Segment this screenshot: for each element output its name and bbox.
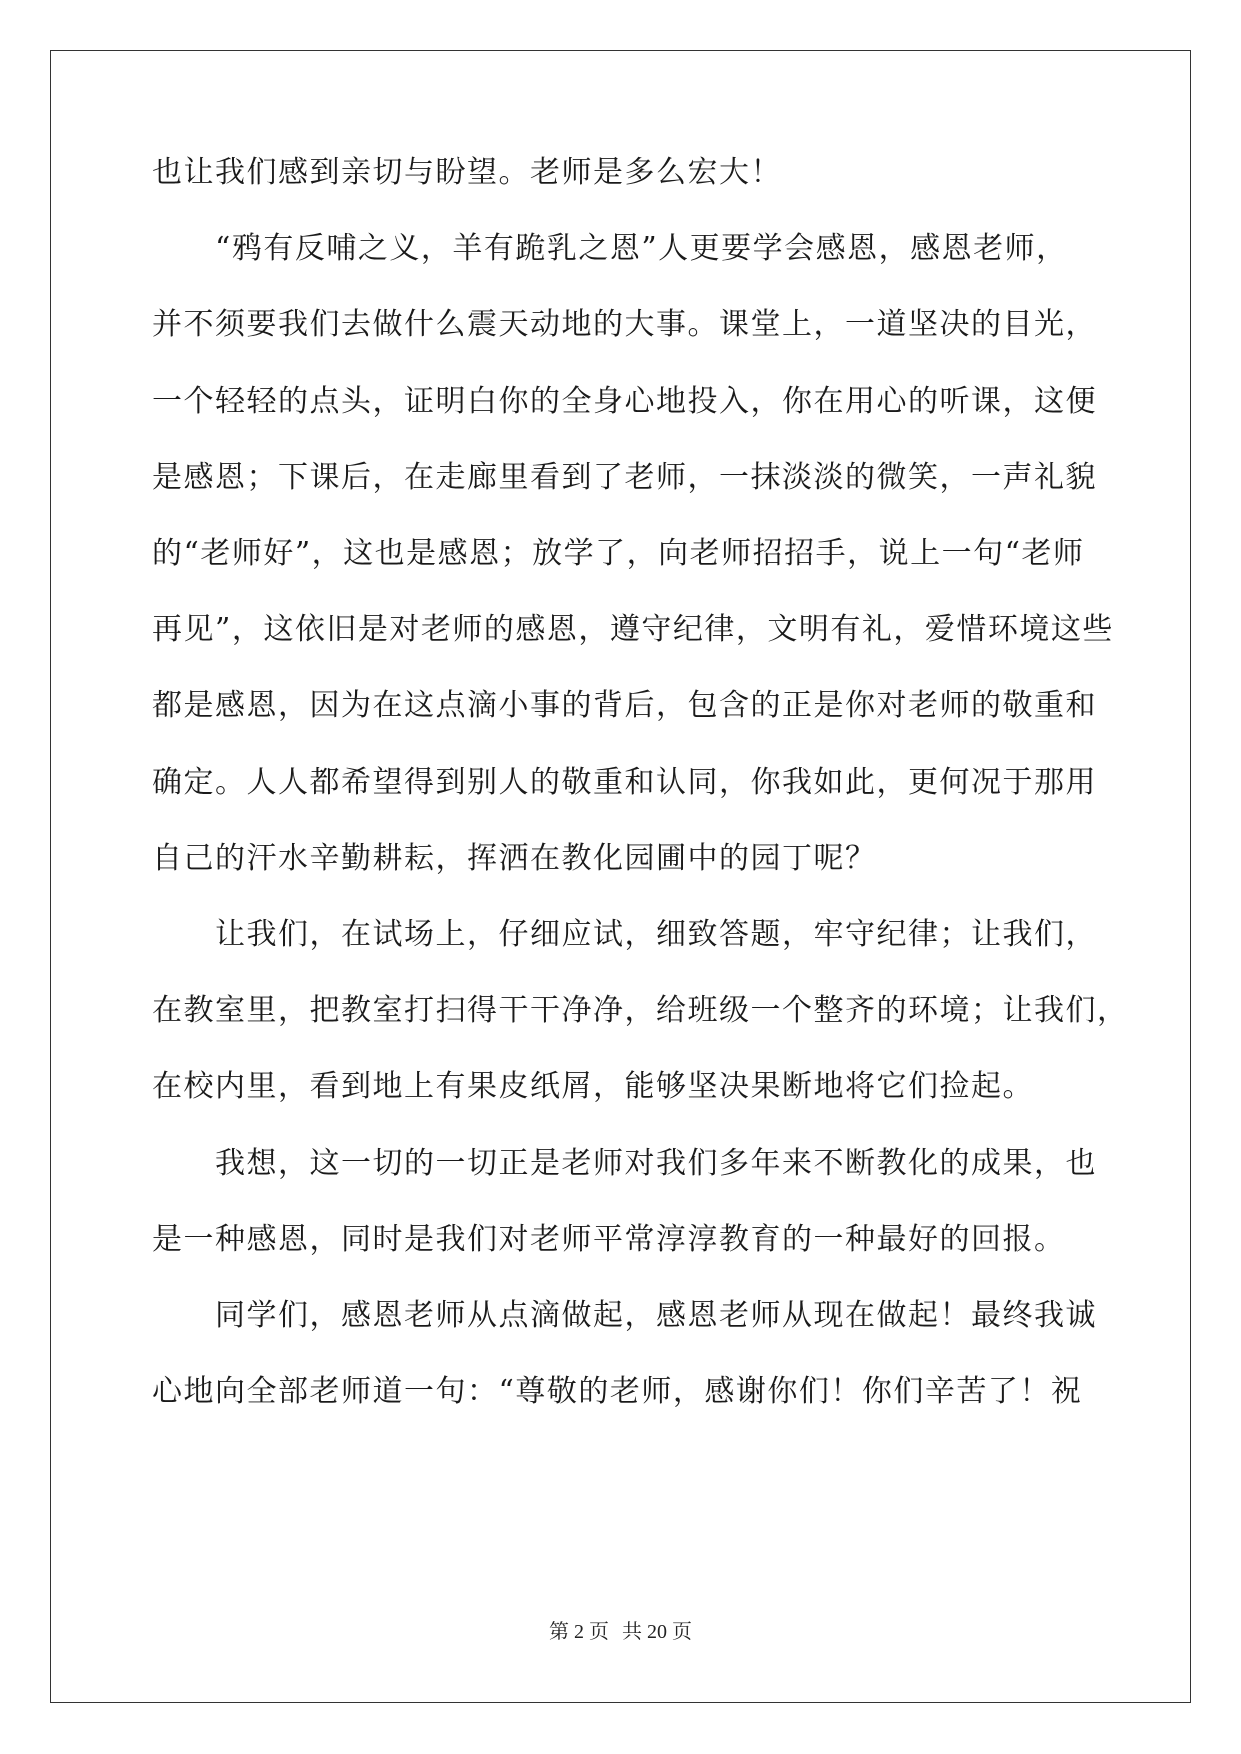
page-total: 共 20 页 bbox=[622, 1621, 692, 1643]
text-line: 都是感恩，因为在这点滴小事的背后，包含的正是你对老师的敬重和 bbox=[152, 688, 1097, 724]
text-line: 确定。人人都希望得到别人的敬重和认同，你我如此，更何况于那用 bbox=[152, 764, 1097, 800]
text-line: 我想，这一切的一切正是老师对我们多年来不断教化的成果，也 bbox=[152, 1145, 1097, 1181]
text-line: 一个轻轻的点头，证明白你的全身心地投入，你在用心的听课，这便 bbox=[152, 383, 1097, 419]
page-number: 第 2 页 bbox=[549, 1621, 609, 1643]
text-line: 在校内里，看到地上有果皮纸屑，能够坚决果断地将它们捡起。 bbox=[152, 1069, 1034, 1105]
text-line: 并不须要我们去做什么震天动地的大事。课堂上，一道坚决的目光， bbox=[152, 307, 1097, 343]
text-line: 在教室里，把教室打扫得干干净净，给班级一个整齐的环境；让我们， bbox=[152, 993, 1129, 1029]
text-line: 再见”，这依旧是对老师的感恩，遵守纪律，文明有礼，爱惜环境这些 bbox=[152, 612, 1114, 648]
text-line: 心地向全部老师道一句：“尊敬的老师，感谢你们！你们辛苦了！祝 bbox=[152, 1374, 1083, 1410]
text-line: 是一种感恩，同时是我们对老师平常淳淳教育的一种最好的回报。 bbox=[152, 1221, 1066, 1257]
text-line: 同学们，感恩老师从点滴做起，感恩老师从现在做起！最终我诚 bbox=[152, 1298, 1097, 1333]
text-line: 的“老师好”，这也是感恩；放学了，向老师招招手，说上一句“老师 bbox=[152, 536, 1085, 571]
text-line: 让我们，在试场上，仔细应试，细致答题，牢守纪律；让我们， bbox=[152, 917, 1097, 952]
text-line: “鸦有反哺之义，羊有跪乳之恩”人更要学会感恩，感恩老师， bbox=[152, 231, 1068, 267]
text-line: 自己的汗水辛勤耕耘，挥洒在教化园圃中的园丁呢？ bbox=[152, 840, 877, 876]
page-footer bbox=[0, 1620, 1241, 1644]
text-line: 是感恩；下课后，在走廊里看到了老师，一抹淡淡的微笑，一声礼貌 bbox=[152, 459, 1097, 495]
text-line: 也让我们感到亲切与盼望。老师是多么宏大！ bbox=[152, 155, 782, 190]
